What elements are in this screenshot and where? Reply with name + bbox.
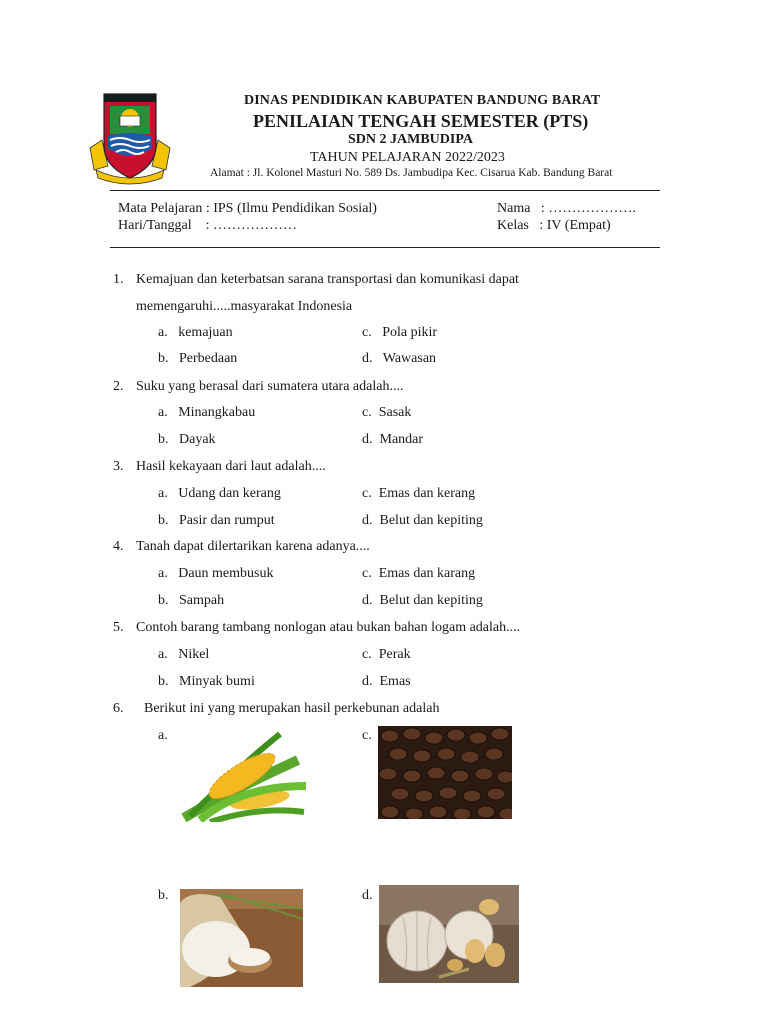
school-name: SDN 2 JAMBUDIPA [348, 132, 473, 147]
option-d: d. [362, 888, 373, 903]
header-rule [110, 190, 660, 191]
option-a: a. [158, 728, 168, 743]
option-c: c. Emas dan kerang [362, 486, 476, 501]
option-d: d. Mandar [362, 432, 424, 447]
coffee-beans-image [378, 726, 512, 819]
question-text: Tanah dapat dilertarikan karena adanya.... [136, 539, 370, 554]
option-c: c. Sasak [362, 405, 412, 420]
class-field: Kelas : IV (Empat) [497, 218, 611, 233]
info-rule [110, 247, 660, 248]
option-d: d. Belut dan kepiting [362, 593, 483, 608]
agency-name: DINAS PENDIDIKAN KABUPATEN BANDUNG BARAT [244, 93, 601, 108]
question-number: 2. [113, 379, 124, 394]
option-c: c. [362, 728, 372, 743]
option-a: a. Minangkabau [158, 405, 256, 420]
option-d: d. Belut dan kepiting [362, 513, 483, 528]
question-text: Suku yang berasal dari sumatera utara adalah.... [136, 379, 404, 394]
option-a: a. Nikel [158, 647, 210, 662]
question-text-continued: memengaruhi.....masyarakat Indonesia [136, 299, 353, 314]
option-d: d. Wawasan [362, 351, 437, 366]
name-field: Nama : ………………. [497, 201, 636, 216]
question-number: 4. [113, 539, 124, 554]
question-text: Kemajuan dan keterbatsan sarana transportasi dan komunikasi dapat [136, 272, 519, 287]
option-b: b. Sampah [158, 593, 225, 608]
option-b: b. [158, 888, 169, 903]
option-b: b. Dayak [158, 432, 216, 447]
option-a: a. Daun membusuk [158, 566, 274, 581]
question-number: 3. [113, 459, 124, 474]
question-text: Contoh barang tambang nonlogan atau bukan bahan logam adalah.... [136, 620, 521, 635]
school-address: Alamat : Jl. Kolonel Masturi No. 589 Ds. Jambudipa Kec. Cisarua Kab. Bandung Barat [210, 167, 613, 179]
corn-image [180, 726, 308, 822]
option-c: c. Perak [362, 647, 411, 662]
garlic-image [379, 885, 519, 983]
option-b: b. Pasir dan rumput [158, 513, 275, 528]
question-text: Berikut ini yang merupakan hasil perkebunan adalah [144, 701, 440, 716]
option-c: c. Emas dan karang [362, 566, 476, 581]
option-d: d. Emas [362, 674, 411, 689]
question-text: Hasil kekayaan dari laut adalah.... [136, 459, 326, 474]
date-field: Hari/Tanggal : ……………… [118, 218, 298, 233]
question-number: 6. [113, 701, 124, 716]
option-c: c. Pola pikir [362, 325, 438, 340]
option-b: b. Perbedaan [158, 351, 238, 366]
question-number: 1. [113, 272, 124, 287]
option-a: a. kemajuan [158, 325, 233, 340]
exam-title: PENILAIAN TENGAH SEMESTER (PTS) [253, 111, 589, 131]
subject-field: Mata Pelajaran : IPS (Ilmu Pendidikan Sosial) [118, 201, 377, 216]
option-b: b. Minyak bumi [158, 674, 255, 689]
rice-image [180, 889, 303, 987]
option-a: a. Udang dan kerang [158, 486, 281, 501]
regency-logo [88, 90, 172, 186]
school-year: TAHUN PELAJARAN 2022/2023 [310, 150, 505, 165]
question-number: 5. [113, 620, 124, 635]
